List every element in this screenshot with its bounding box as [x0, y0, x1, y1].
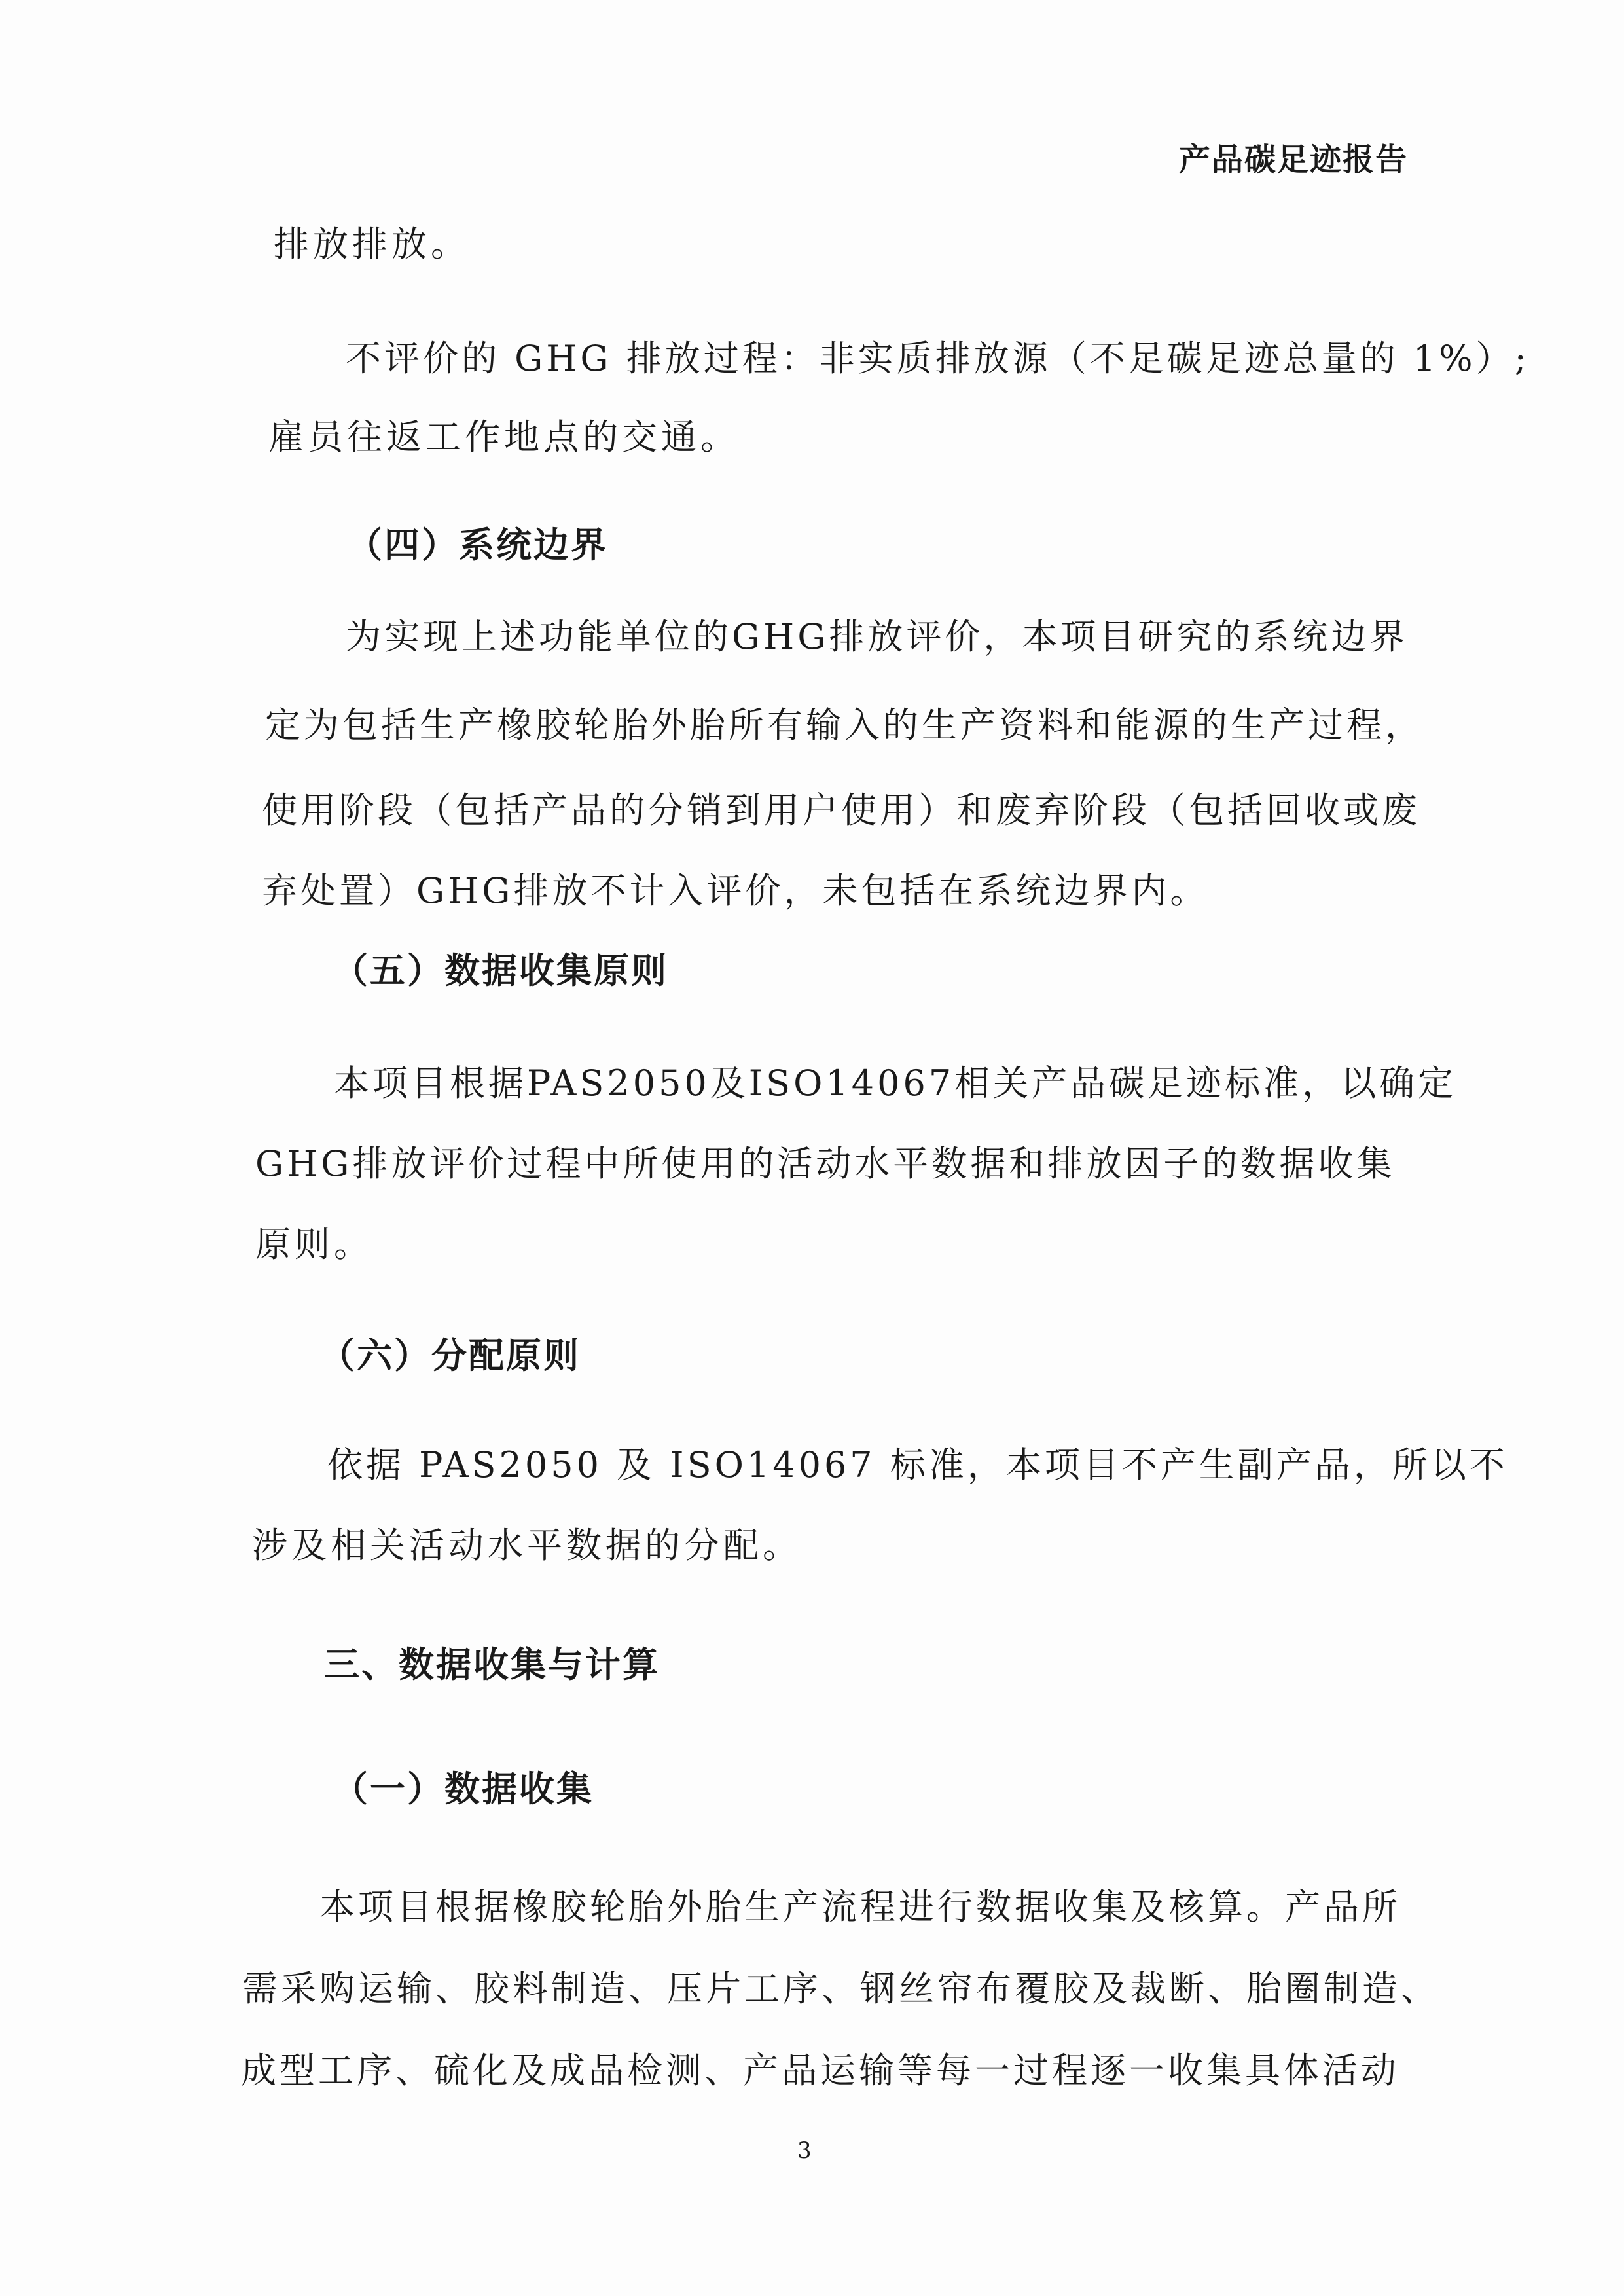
body-text-line: 雇员往返工作地点的交通。: [268, 416, 740, 458]
section-heading: （五）数据收集原则: [333, 950, 668, 991]
section-heading: （四）系统边界: [347, 524, 608, 566]
body-text-line: 本项目根据PAS2050及ISO14067相关产品碳足迹标准，以确定: [334, 1063, 1457, 1104]
section-heading: （六）分配原则: [319, 1335, 581, 1376]
body-text-line: 为实现上述功能单位的GHG排放评价，本项目研究的系统边界: [346, 616, 1409, 657]
running-header: 产品碳足迹报告: [1178, 141, 1408, 178]
body-text-line: 涉及相关活动水平数据的分配。: [252, 1525, 802, 1566]
section-heading: （一）数据收集: [333, 1768, 594, 1810]
body-text-line: 使用阶段（包括产品的分销到用户使用）和废弃阶段（包括回收或废: [262, 790, 1420, 831]
section-heading: 三、数据收集与计算: [324, 1644, 660, 1685]
body-text-line: 弃处置）GHG排放不计入评价，未包括在系统边界内。: [262, 870, 1209, 911]
body-text-line: 需采购运输、胶料制造、压片工序、钢丝帘布覆胶及裁断、胎圈制造、: [242, 1968, 1439, 2009]
body-text-line: 原则。: [255, 1224, 373, 1265]
body-text-line: 不评价的 GHG 排放过程：非实质排放源（不足碳足迹总量的 1%）;: [346, 338, 1530, 379]
body-text-line: 本项目根据橡胶轮胎外胎生产流程进行数据收集及核算。产品所: [319, 1886, 1401, 1927]
body-text-line: GHG排放评价过程中所使用的活动水平数据和排放因子的数据收集: [255, 1143, 1396, 1184]
body-text-line: 成型工序、硫化及成品检测、产品运输等每一过程逐一收集具体活动: [241, 2050, 1399, 2091]
page-number: 3: [797, 2138, 812, 2164]
body-text-line: 排放排放。: [274, 223, 470, 264]
body-text-line: 定为包括生产橡胶轮胎外胎所有输入的生产资料和能源的生产过程，: [265, 704, 1424, 746]
body-text-line: 依据 PAS2050 及 ISO14067 标准，本项目不产生副产品，所以不: [327, 1444, 1508, 1485]
